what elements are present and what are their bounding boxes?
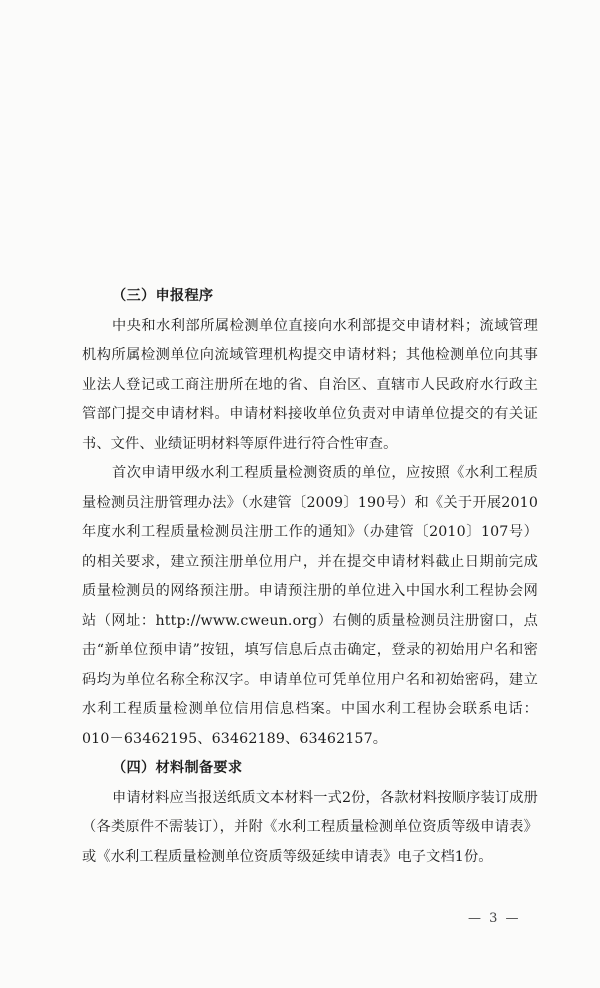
page-number: — 3 — [468,911,521,926]
paragraph-first-time-application: 首次申请甲级水利工程质量检测资质的单位，应按照《水利工程质量检测员注册管理办法》（水建管〔2009〕190号）和《关于开展2010年度水利工程质量检测员注册工作的通知》（办建管〔2010〕107号）的相关要求，建立预注册单位用户，并在提交申请材料截止日期前完成质量检测员的网络预注册。申请预注册的单位进入中国水利工程协会网站（网址：http://www.cweun.org）右侧的质量检测员注册窗口，点击“新单位预申请”按钮，填写信息后点击确定，登录的初始用户名和密码均为单位名称全称汉字。申请单位可凭单位用户名和初始密码，建立水利工程质量检测单位信用信息档案。中国水利工程协会联系电话：010－63462195、63462189、63462157。 [82,465,538,747]
section-heading-application-procedure: （三）申报程序 [112,288,214,304]
section-heading-material-requirements: （四）材料制备要求 [112,760,243,776]
paragraph-material-copies: 申请材料应当报送纸质文本材料一式2份，各款材料按顺序装订成册（各类原件不需装订），并附《水利工程质量检测单位资质等级申请表》或《水利工程质量检测单位资质等级延续申请表》电子文档1份。 [82,789,538,865]
paragraph-submission-channels: 中央和水利部所属检测单位直接向水利部提交申请材料；流域管理机构所属检测单位向流域管理机构提交申请材料；其他检测单位向其事业法人登记或工商注册所在地的省、自治区、直辖市人民政府水行政主管部门提交申请材料。申请材料接收单位负责对申请单位提交的有关证书、文件、业绩证明材料等原件进行符合性审查。 [82,317,538,452]
document-body [82,282,538,872]
